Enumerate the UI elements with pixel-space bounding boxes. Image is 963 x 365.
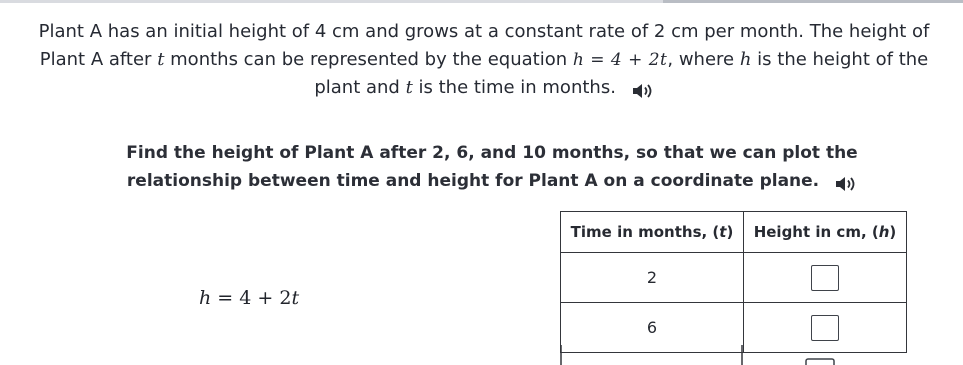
table-header-row	[561, 212, 907, 253]
problem-text-2b: months can be represented by the equation	[164, 49, 573, 70]
task-line-2	[112, 167, 872, 195]
problem-text-2c: , where	[667, 49, 740, 70]
speaker-icon[interactable]	[835, 173, 857, 189]
time-cell: 6	[561, 303, 744, 353]
height-cell	[744, 253, 907, 303]
problem-text-3b: is the time in months.	[412, 77, 616, 98]
header-height-var: h	[878, 223, 890, 241]
speaker-icon[interactable]	[632, 80, 654, 96]
equation-t: t	[291, 287, 300, 309]
equation-body: = 4 + 2	[211, 287, 292, 309]
header-time-label: Time in months, (	[570, 223, 720, 241]
variable-h: h	[739, 49, 752, 70]
variable-t: t	[405, 77, 413, 98]
problem-line-2	[14, 46, 954, 74]
inline-equation: h = 4 + 2t	[572, 50, 668, 70]
header-height	[744, 212, 907, 253]
top-divider-accent	[663, 0, 963, 3]
problem-text-3a: plant and	[314, 77, 406, 98]
equation-display	[199, 287, 299, 309]
task-line-1: Find the height of Plant A after 2, 6, and 10 months, so that we can plot the	[126, 143, 858, 163]
table-row	[561, 253, 907, 303]
height-answer-input[interactable]	[811, 265, 839, 291]
header-time	[561, 212, 744, 253]
time-cell: 2	[561, 253, 744, 303]
height-answer-input[interactable]	[811, 315, 839, 341]
table-next-row-partial	[560, 345, 900, 365]
equation-h: h	[199, 287, 212, 309]
task-instructions	[112, 139, 872, 195]
header-height-label: Height in cm, (	[753, 223, 879, 241]
problem-text-2d: is the height of the	[751, 49, 929, 70]
header-time-var: t	[719, 223, 727, 241]
header-height-close: )	[889, 223, 897, 241]
problem-text-1: Plant A has an initial height of 4 cm and grows at a constant rate of 2 cm per month. The height of	[38, 21, 930, 42]
problem-line-3	[14, 74, 954, 102]
problem-text-2a: Plant A after	[39, 49, 158, 70]
problem-statement	[14, 18, 954, 102]
header-time-close: )	[726, 223, 734, 241]
problem-line-1	[14, 18, 954, 46]
task-text-2: relationship between time and height for Plant A on a coordinate plane.	[126, 171, 820, 191]
variable-t: t	[157, 49, 165, 70]
time-height-table	[560, 211, 907, 353]
